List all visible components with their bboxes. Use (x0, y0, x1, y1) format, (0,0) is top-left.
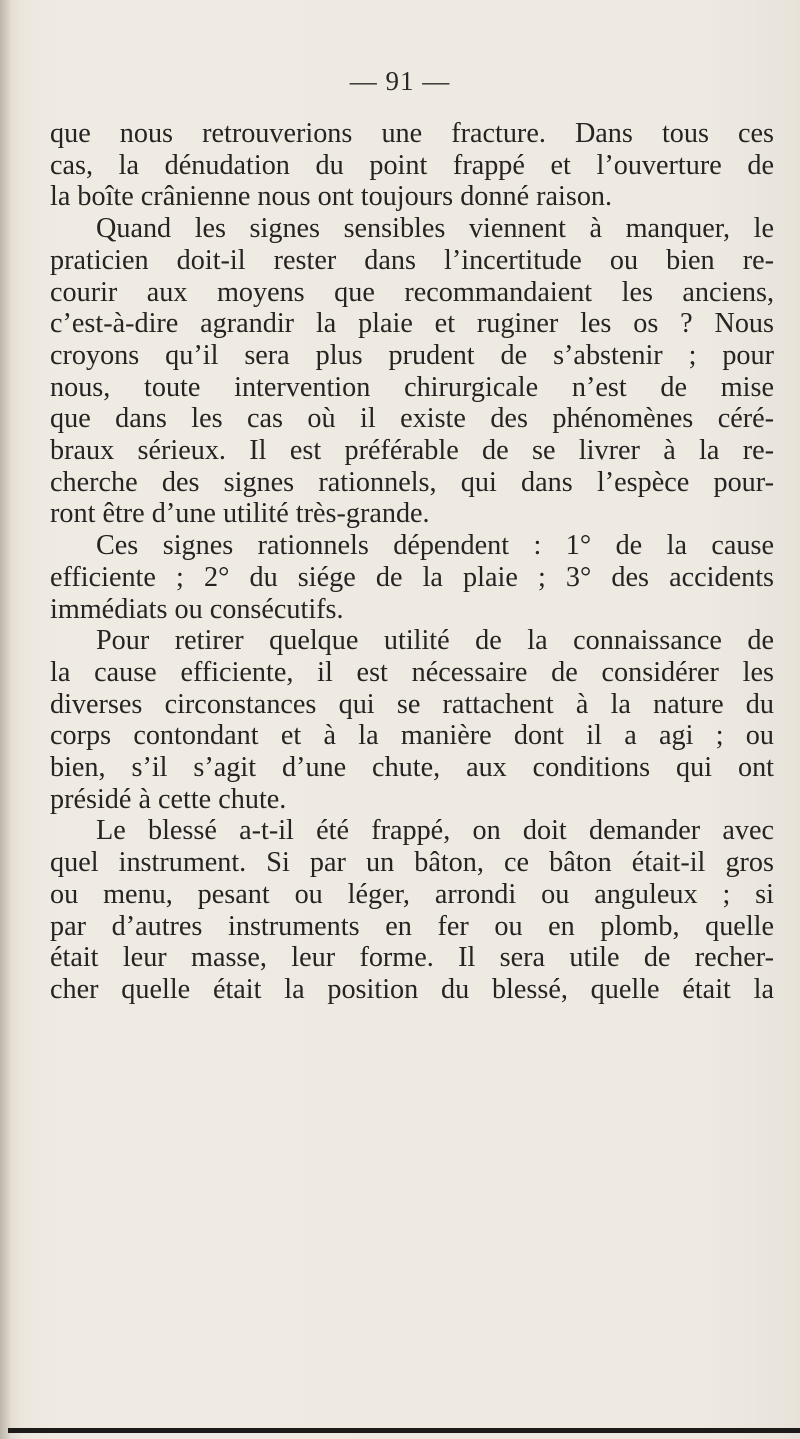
text-line: corps contondant et à la manière dont il a agi ; ou (50, 720, 774, 752)
text-line: cher quelle était la position du blessé, quelle était la (50, 973, 774, 1005)
text-line: ou menu, pesant ou léger, arrondi ou anguleux ; si (50, 878, 774, 910)
text-line: efficiente ; 2° du siége de la plaie ; 3° des accidents (50, 561, 774, 593)
text-line: présidé à cette chute. (50, 783, 287, 815)
paragraph (50, 815, 774, 1005)
page-spine-shadow (0, 0, 10, 1439)
text-line: que dans les cas où il existe des phénomènes céré- (50, 403, 774, 435)
text-line: nous, toute intervention chirurgicale n’est de mise (50, 371, 774, 403)
text-line: Le blessé a-t-il été frappé, on doit demander avec (96, 815, 774, 847)
paragraph (50, 213, 774, 530)
text-line: était leur masse, leur forme. Il sera utile de recher- (50, 942, 774, 974)
text-line: courir aux moyens que recommandaient les anciens, (50, 276, 774, 308)
text-line: que nous retrouverions une fracture. Dans tous ces (50, 118, 774, 149)
text-line: braux sérieux. Il est préférable de se livrer à la re- (50, 435, 774, 467)
text-line: cherche des signes rationnels, qui dans l’espèce pour- (50, 466, 774, 498)
body-text (50, 118, 774, 1006)
text-line: bien, s’il s’agit d’une chute, aux conditions qui ont (50, 752, 774, 784)
text-line: la boîte crânienne nous ont toujours donné raison. (50, 181, 613, 213)
text-line: Quand les signes sensibles viennent à manquer, le (96, 213, 774, 245)
paragraph (50, 625, 774, 815)
text-line: c’est-à-dire agrandir la plaie et ruginer les os ? Nous (50, 308, 774, 340)
text-line: la cause efficiente, il est nécessaire de considérer les (50, 656, 774, 688)
text-line: par d’autres instruments en fer ou en plomb, quelle (50, 910, 774, 942)
text-line: diverses circonstances qui se rattachent à la nature du (50, 688, 774, 720)
page-bottom-edge (8, 1428, 800, 1433)
text-line: quel instrument. Si par un bâton, ce bâton était-il gros (50, 847, 774, 879)
text-line: Pour retirer quelque utilité de la connaissance de (96, 625, 774, 657)
paragraph (50, 530, 774, 625)
text-line: immédiats ou consécutifs. (50, 593, 344, 625)
paragraph (50, 118, 774, 213)
text-line: croyons qu’il sera plus prudent de s’abstenir ; pour (50, 339, 774, 371)
page-number: — 91 — (349, 66, 451, 96)
text-line: cas, la dénudation du point frappé et l’ouverture de (50, 149, 774, 181)
text-line: praticien doit-il rester dans l’incertitude ou bien re- (50, 244, 774, 276)
text-line: Ces signes rationnels dépendent : 1° de la cause (96, 530, 774, 562)
text-line: ront être d’une utilité très-grande. (50, 498, 430, 530)
